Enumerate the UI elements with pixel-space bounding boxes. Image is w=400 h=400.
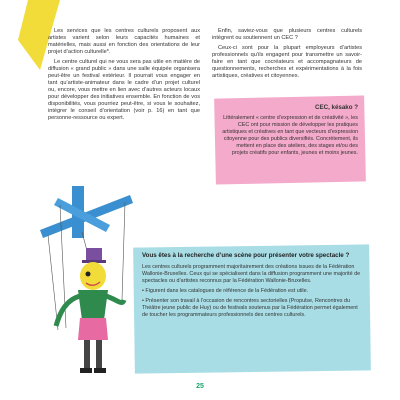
stage-box-bullet-2: • Présenter son travail à l’occasion de rencontres sectorielles (Propulse, Rencontres du Théâtre jeune public de Huy) ou de festivals soutenus par la Fédération permet également de toucher les programmateurs professionnels des centres culturels. bbox=[142, 297, 358, 318]
puppet-cross bbox=[40, 186, 133, 238]
right-paragraph-2: Ceux-ci sont pour la plupart employeurs d’artistes professionnels qu’ils engagent pour transmettre un savoir-faire en tant que cocréateurs et accompagnateurs de questionnements, recherches et expérimentations à la fois artistiques, créatives et citoyennes. bbox=[212, 45, 362, 79]
page-number: 25 bbox=[196, 383, 204, 390]
left-paragraph-1: Les services que les centres culturels proposent aux artistes varient selon leurs capacités humaines et matérielles, mais aussi en fonction des orientations de leur projet d’action culturelle*. bbox=[48, 28, 200, 55]
left-column bbox=[48, 28, 200, 125]
right-paragraph-1: Enfin, saviez-vous que plusieurs centres culturels intègrent ou soutiennent un CEC ? bbox=[212, 28, 362, 41]
marionette-figure bbox=[56, 248, 124, 373]
cec-box-title: CEC, késako ? bbox=[315, 104, 358, 111]
cec-box bbox=[222, 104, 358, 157]
stage-box-paragraph-1: Les centres culturels programment majoritairement des créations issues de la Fédération Wallonie-Bruxelles. Ceux qui se spécialisent dans la diffusion programment une majorité de spectacles ou d’artistes reconnus par la Fédération Wallonie-Bruxelles. bbox=[142, 263, 361, 284]
cec-box-text: Littéralement « centre d’expression et de créativité », les CEC ont pour mission de développer les pratiques artistiques et créatives en tant que vecteurs d’expression citoyenne pour des publics diversifiés. Concrètement, ils mettent en place des ateliers, des stages et/ou des projets créatifs pour enfants, jeunes et moins jeunes. bbox=[222, 115, 358, 156]
stage-box bbox=[142, 252, 362, 322]
right-column bbox=[212, 28, 362, 83]
stage-box-bullet-1: • Figurent dans les catalogues de référence de la Fédération est utile. bbox=[142, 287, 309, 294]
left-paragraph-2: Le centre culturel qui ne vous sera pas utile en matière de diffusion « grand public » dans une salle équipée organisera peut-être un festival extérieur. Il pourrait vous engager en tant qu’artiste-animateur dans le cadre d’un projet culturel ou, encore, vous mettre en lien avec d’autres acteurs locaux pour développer des initiatives ensemble. En fonction de vos disponibilités, vous pourriez peut-être, si vous le souhaitez, intégrer le conseil d’orientation (voir p. 16) en tant que personne-ressource ou expert. bbox=[48, 59, 200, 121]
stage-box-title: Vous êtes à la recherche d’une scène pour présenter votre spectacle ? bbox=[142, 252, 350, 259]
